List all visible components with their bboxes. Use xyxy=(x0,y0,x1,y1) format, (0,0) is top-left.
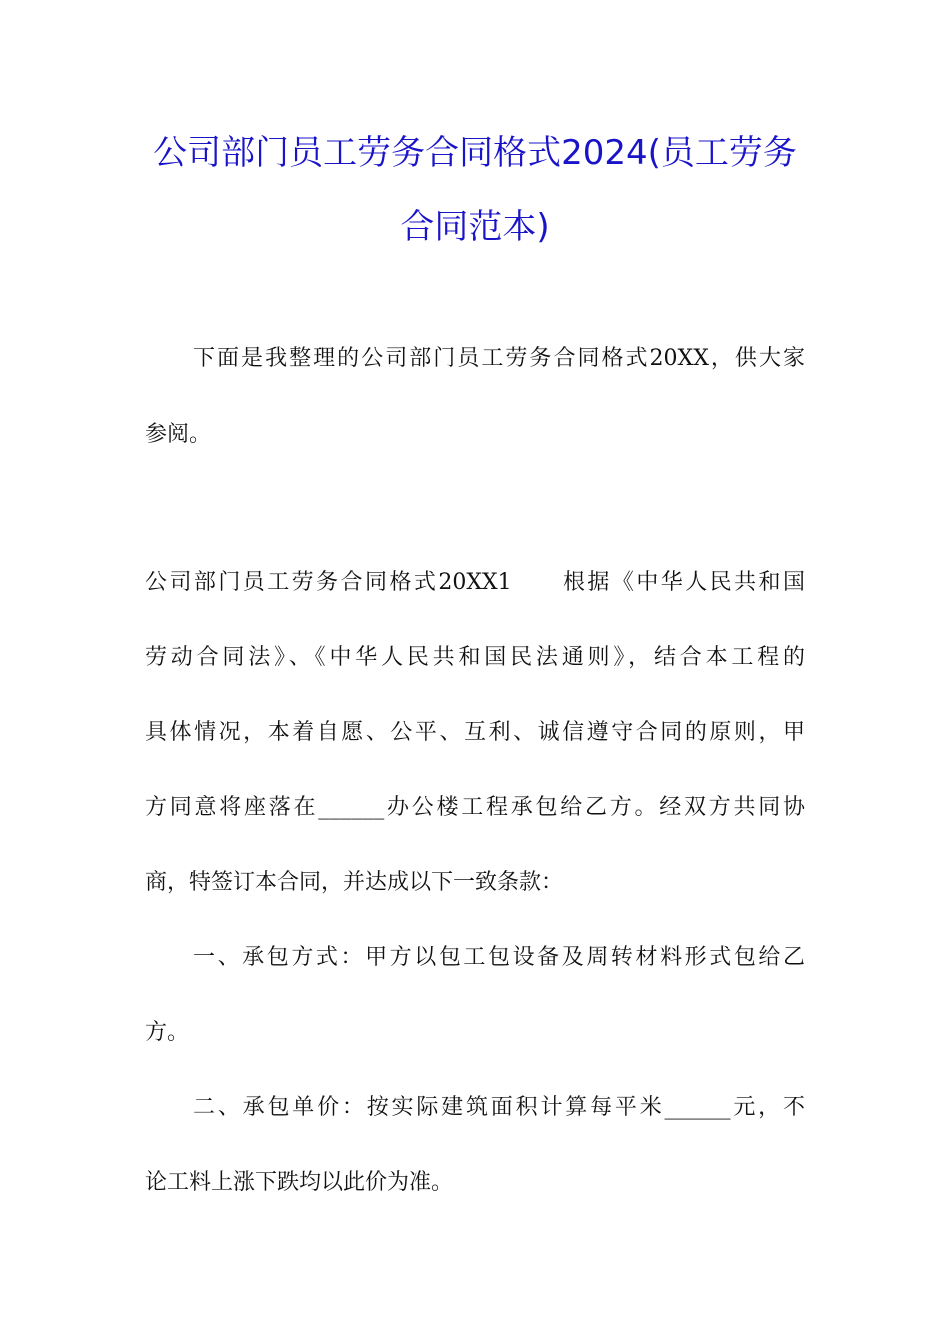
body-paragraph-line-3: 具体情况，本着自愿、公平、互利、诚信遵守合同的原则，甲 xyxy=(145,720,805,745)
document-title-line-2: 合同范本) xyxy=(400,207,550,247)
body-paragraph-line-4: 方同意将座落在______办公楼工程承包给乙方。经双方共同协 xyxy=(145,795,805,820)
body-paragraph-line-2: 劳动合同法》、《中华人民共和国民法通则》，结合本工程的 xyxy=(145,645,805,670)
clause-1-line-2: 方。 xyxy=(145,1020,190,1045)
clause-1-line-1: 一、承包方式：甲方以包工包设备及周转材料形式包给乙 xyxy=(193,945,805,970)
intro-paragraph-line-2: 参阅。 xyxy=(145,422,212,447)
clause-2-line-1: 二、承包单价：按实际建筑面积计算每平米______元，不 xyxy=(193,1095,805,1120)
body-paragraph-line-5: 商，特签订本合同，并达成以下一致条款： xyxy=(145,870,564,895)
body-paragraph-line-1: 公司部门员工劳务合同格式20XX1 根据《中华人民共和国 xyxy=(145,570,805,595)
intro-paragraph-line-1: 下面是我整理的公司部门员工劳务合同格式20XX，供大家 xyxy=(193,346,805,371)
clause-2-line-2: 论工料上涨下跌均以此价为准。 xyxy=(145,1170,454,1195)
document-title-line-1: 公司部门员工劳务合同格式2024(员工劳务 xyxy=(153,133,797,173)
